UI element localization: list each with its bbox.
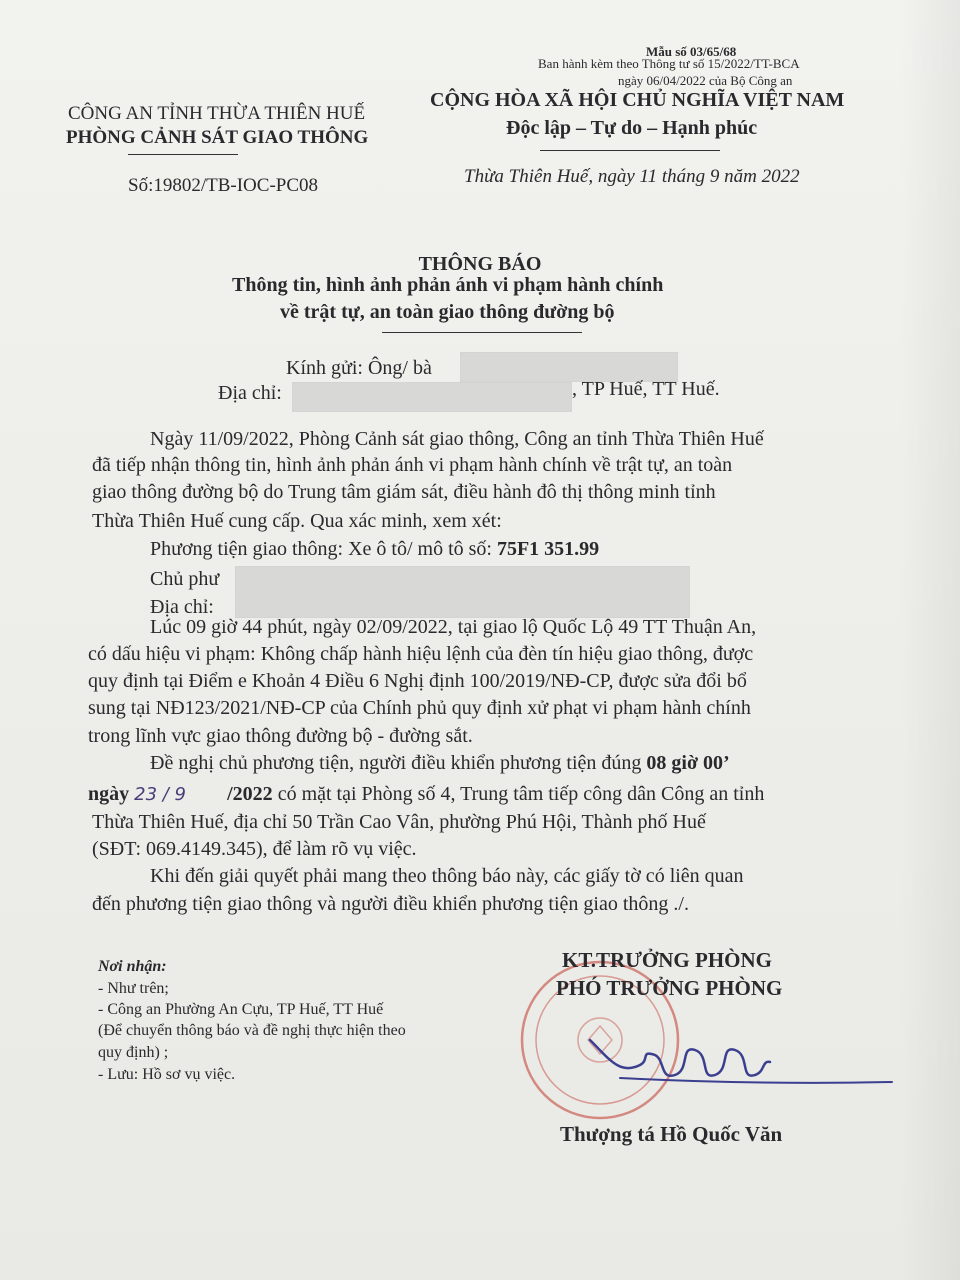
day-label: ngày <box>88 783 130 805</box>
form-reference: Ban hành kèm theo Thông tư số 15/2022/TT-BCA <box>538 56 800 71</box>
recipient-item: (Để chuyển thông báo và đề nghị thực hiện theo <box>98 1022 406 1039</box>
body-line: Ngày 11/09/2022, Phòng Cảnh sát giao thông, Công an tỉnh Thừa Thiên Huế <box>150 428 764 450</box>
recipients-heading: Nơi nhận: <box>98 958 167 975</box>
body-line: Thừa Thiên Huế, địa chỉ 50 Trần Cao Vân, phường Phú Hội, Thành phố Huế <box>92 811 706 833</box>
body-line: đã tiếp nhận thông tin, hình ảnh phản ánh vi phạm hành chính về trật tự, an toàn <box>92 454 733 476</box>
title-underline <box>382 332 582 333</box>
owner-address-label: Địa chỉ: <box>150 596 214 618</box>
place-date: Thừa Thiên Huế, ngày 11 tháng 9 năm 2022 <box>464 166 800 187</box>
recipient-item: - Như trên; <box>98 980 169 997</box>
appointment-line <box>150 752 730 775</box>
handwritten-date: 23 / 9 <box>134 784 186 805</box>
appointment-date-line <box>88 783 764 806</box>
body-line: có dấu hiệu vi phạm: Không chấp hành hiệu lệnh của đèn tín hiệu giao thông, được <box>88 643 754 665</box>
body-line: quy định tại Điểm e Khoản 4 Điều 6 Nghị định 100/2019/NĐ-CP, được sửa đổi bổ <box>88 670 747 692</box>
document-subtitle-2: về trật tự, an toàn giao thông đường bộ <box>280 301 615 323</box>
body-text: Đề nghị chủ phương tiện, người điều khiển phương tiện đúng <box>150 752 642 774</box>
signature-stroke <box>590 1040 770 1076</box>
nation-motto: Độc lập – Tự do – Hạnh phúc <box>506 117 758 139</box>
body-line: trong lĩnh vực giao thông đường bộ - đường sắt. <box>88 725 473 747</box>
vehicle-plate: 75F1 351.99 <box>496 538 600 560</box>
appointment-time: 08 giờ 00’ <box>646 752 730 774</box>
address-label: Địa chỉ: <box>218 382 282 404</box>
form-reference-date: ngày 06/04/2022 của Bộ Công an <box>618 73 793 88</box>
recipient-item: - Lưu: Hồ sơ vụ việc. <box>98 1066 236 1083</box>
signature-underline <box>620 1078 892 1083</box>
body-line: Thừa Thiên Huế cung cấp. Qua xác minh, xem xét: <box>92 510 502 532</box>
nation-title: CỘNG HÒA XÃ HỘI CHỦ NGHĨA VIỆT NAM <box>430 89 845 111</box>
body-line: Khi đến giải quyết phải mang theo thông báo này, các giấy tờ có liên quan <box>150 865 744 887</box>
handwritten-signature <box>580 1020 900 1100</box>
redacted-owner <box>235 566 690 618</box>
body-line: Lúc 09 giờ 44 phút, ngày 02/09/2022, tại giao lộ Quốc Lộ 49 TT Thuận An, <box>150 616 757 638</box>
org-name: CÔNG AN TỈNH THỪA THIÊN HUẾ <box>68 103 366 124</box>
redacted-address <box>292 382 572 412</box>
document-title: THÔNG BÁO <box>418 253 542 275</box>
org-underline <box>128 154 238 155</box>
owner-label: Chủ phư <box>150 568 220 590</box>
body-line: (SĐT: 069.4149.345), để làm rõ vụ việc. <box>92 838 417 860</box>
department-name: PHÒNG CẢNH SÁT GIAO THÔNG <box>66 127 369 148</box>
motto-underline <box>540 150 720 151</box>
document-number: Số:19802/TB-IOC-PC08 <box>128 175 319 196</box>
body-line: giao thông đường bộ do Trung tâm giám sát, điều hành đô thị thông minh tỉnh <box>92 481 716 503</box>
body-line: đến phương tiện giao thông và người điều khiển phương tiện giao thông ./. <box>92 893 689 915</box>
greeting: Kính gửi: Ông/ bà <box>286 357 432 379</box>
body-text: có mặt tại Phòng số 4, Trung tâm tiếp công dân Công an tỉnh <box>277 783 765 805</box>
recipient-item: - Công an Phường An Cựu, TP Huế, TT Huế <box>98 1001 384 1018</box>
signature-title: KT.TRƯỞNG PHÒNG <box>562 948 772 972</box>
recipient-item: quy định) ; <box>98 1044 169 1061</box>
vehicle-label: Phương tiện giao thông: Xe ô tô/ mô tô số: <box>150 538 492 560</box>
signature-subtitle: PHÓ TRƯỞNG PHÒNG <box>556 976 783 1000</box>
form-number: Mẫu số 03/65/68 <box>646 44 737 59</box>
address-tail: , TP Huế, TT Huế. <box>572 378 720 400</box>
appointment-year: /2022 <box>227 783 273 805</box>
document-subtitle: Thông tin, hình ảnh phản ánh vi phạm hành chính <box>232 274 664 296</box>
body-line: sung tại NĐ123/2021/NĐ-CP của Chính phủ quy định xử phạt vi phạm hành chính <box>88 697 751 719</box>
signer-name: Thượng tá Hồ Quốc Văn <box>560 1122 783 1146</box>
page-shadow <box>900 0 960 1280</box>
vehicle-info <box>150 538 599 561</box>
